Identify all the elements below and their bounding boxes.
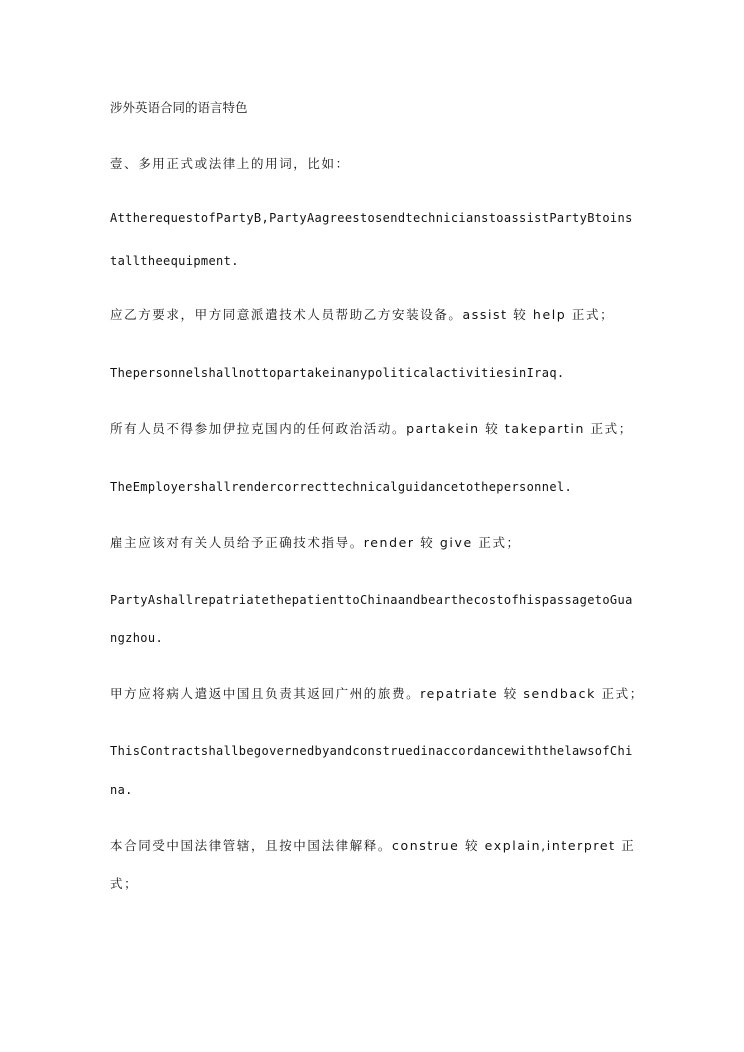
example-1-chinese: 应乙方要求，甲方同意派遣技术人员帮助乙方安装设备。assist 较 help 正式；	[110, 307, 615, 322]
example-5-chinese-line-2: 式；	[110, 876, 139, 891]
document-title: 涉外英语合同的语言特色	[110, 100, 248, 115]
example-4-english-line-2: ngzhou.	[110, 631, 164, 645]
example-4-english-line-1: PartyAshallrepatriatethepatienttoChinaandbearthecostofhispassagetoGua	[110, 593, 633, 607]
example-3-english: TheEmployershallrendercorrecttechnicalguidancetothepersonnel.	[110, 480, 573, 494]
example-2-chinese: 所有人员不得参加伊拉克国内的任何政治活动。partakein 较 takepartin 正式；	[110, 421, 633, 436]
section-heading: 壹、多用正式或法律上的用词，比如：	[110, 156, 350, 171]
example-5-chinese-line-1: 本合同受中国法律管辖，且按中国法律解释。construe 较 explain,interpret 正	[110, 838, 636, 853]
example-1-english-line-1: AttherequestofPartyB,PartyAagreestosendtechnicianstoassistPartyBtoins	[110, 211, 633, 225]
example-5-english-line-1: ThisContractshallbegovernedbyandconstruedinaccordancewiththelawsofChi	[110, 744, 633, 758]
example-5-english-line-2: na.	[110, 783, 133, 797]
example-1-english-line-2: talltheequipment.	[110, 254, 239, 268]
example-2-english: ThepersonnelshallnottopartakeinanypoliticalactivitiesinIraq.	[110, 366, 565, 380]
example-4-chinese: 甲方应将病人遣返中国且负责其返回广州的旅费。repatriate 较 sendback 正式；	[110, 686, 644, 701]
example-3-chinese: 雇主应该对有关人员给予正确技术指导。render 较 give 正式；	[110, 535, 521, 550]
